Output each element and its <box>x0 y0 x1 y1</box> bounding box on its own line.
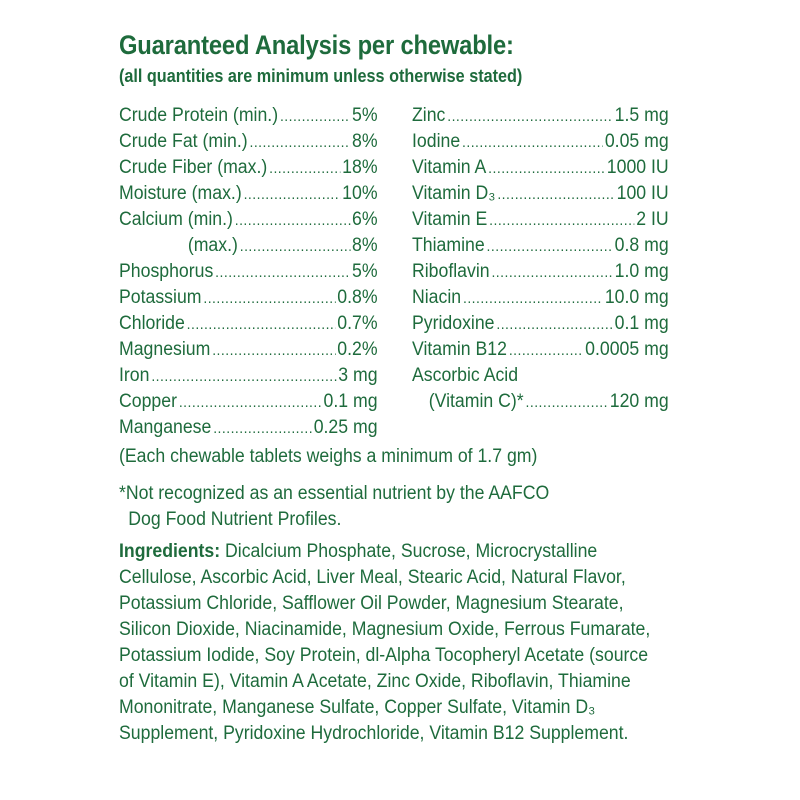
nutrient-row: Calcium (min.) ..... 6% <box>119 207 378 233</box>
ingredients-line: Ingredients: Dicalcium Phosphate, Sucrose, Microcrystalline <box>119 541 598 562</box>
ingredients-line: Supplement, Pyridoxine Hydrochloride, Vitamin B12 Supplement. <box>119 723 629 744</box>
nutrient-row: Ascorbic Acid <box>412 365 519 386</box>
nutrient-row: Crude Fiber (max.) ..... 18% <box>119 155 378 181</box>
tablet-weight-note: (Each chewable tablets weighs a minimum of 1.7 gm) <box>119 446 538 467</box>
nutrient-row: Chloride ..... 0.7% <box>119 311 378 337</box>
nutrient-row: Pyridoxine ..... 0.1 mg <box>412 311 669 337</box>
nutrient-row: Crude Protein (min.) ..... 5% <box>119 103 378 129</box>
ingredients-line: Mononitrate, Manganese Sulfate, Copper Sulfate, Vitamin D₃ <box>119 697 596 718</box>
ingredients-line: Potassium Iodide, Soy Protein, dl-Alpha Tocopheryl Acetate (source <box>119 645 649 666</box>
nutrient-row: Crude Fat (min.) ..... 8% <box>119 129 378 155</box>
nutrient-row: (max.) ..... 8% <box>119 233 378 259</box>
nutrient-row: Riboflavin ..... 1.0 mg <box>412 259 669 285</box>
nutrient-row: Vitamin D₃ ..... 100 IU <box>412 181 669 207</box>
ingredients-line: Potassium Chloride, Safflower Oil Powder, Magnesium Stearate, <box>119 593 624 614</box>
nutrient-row: Niacin ..... 10.0 mg <box>412 285 669 311</box>
nutrient-row: Iodine ..... 0.05 mg <box>412 129 669 155</box>
nutrient-row: Phosphorus ..... 5% <box>119 259 378 285</box>
nutrient-row: Magnesium ..... 0.2% <box>119 337 378 363</box>
nutrient-row: Moisture (max.) ..... 10% <box>119 181 378 207</box>
nutrient-row: Vitamin A ..... 1000 IU <box>412 155 669 181</box>
nutrient-row: Vitamin B12 ..... 0.0005 mg <box>412 337 669 363</box>
nutrient-row: Copper ..... 0.1 mg <box>119 389 378 415</box>
nutrient-row: Potassium ..... 0.8% <box>119 285 378 311</box>
ingredients-label: Ingredients: <box>119 541 221 562</box>
nutrient-row: Thiamine ..... 0.8 mg <box>412 233 669 259</box>
ingredients-list <box>119 539 658 747</box>
analysis-title: Guaranteed Analysis per chewable: <box>119 30 514 60</box>
nutrient-row: Iron ..... 3 mg <box>119 363 378 389</box>
ingredients-line: Cellulose, Ascorbic Acid, Liver Meal, Stearic Acid, Natural Flavor, <box>119 567 626 588</box>
analysis-subtitle: (all quantities are minimum unless otherwise stated) <box>119 66 523 86</box>
ingredients-line: Silicon Dioxide, Niacinamide, Magnesium Oxide, Ferrous Fumarate, <box>119 619 651 640</box>
nutrient-column-right <box>412 103 669 415</box>
nutrient-row: (Vitamin C)* ..... 120 mg <box>412 389 669 415</box>
nutrient-column-left <box>119 103 378 441</box>
aafco-footnote-line: *Not recognized as an essential nutrient by the AAFCO <box>119 483 550 504</box>
nutrient-row: Zinc ..... 1.5 mg <box>412 103 669 129</box>
ingredients-line: of Vitamin E), Vitamin A Acetate, Zinc Oxide, Riboflavin, Thiamine <box>119 671 631 692</box>
aafco-footnote-line: Dog Food Nutrient Profiles. <box>128 509 342 530</box>
nutrient-row: Vitamin E ..... 2 IU <box>412 207 669 233</box>
aafco-footnote <box>119 481 549 533</box>
nutrient-row: Manganese ..... 0.25 mg <box>119 415 378 441</box>
